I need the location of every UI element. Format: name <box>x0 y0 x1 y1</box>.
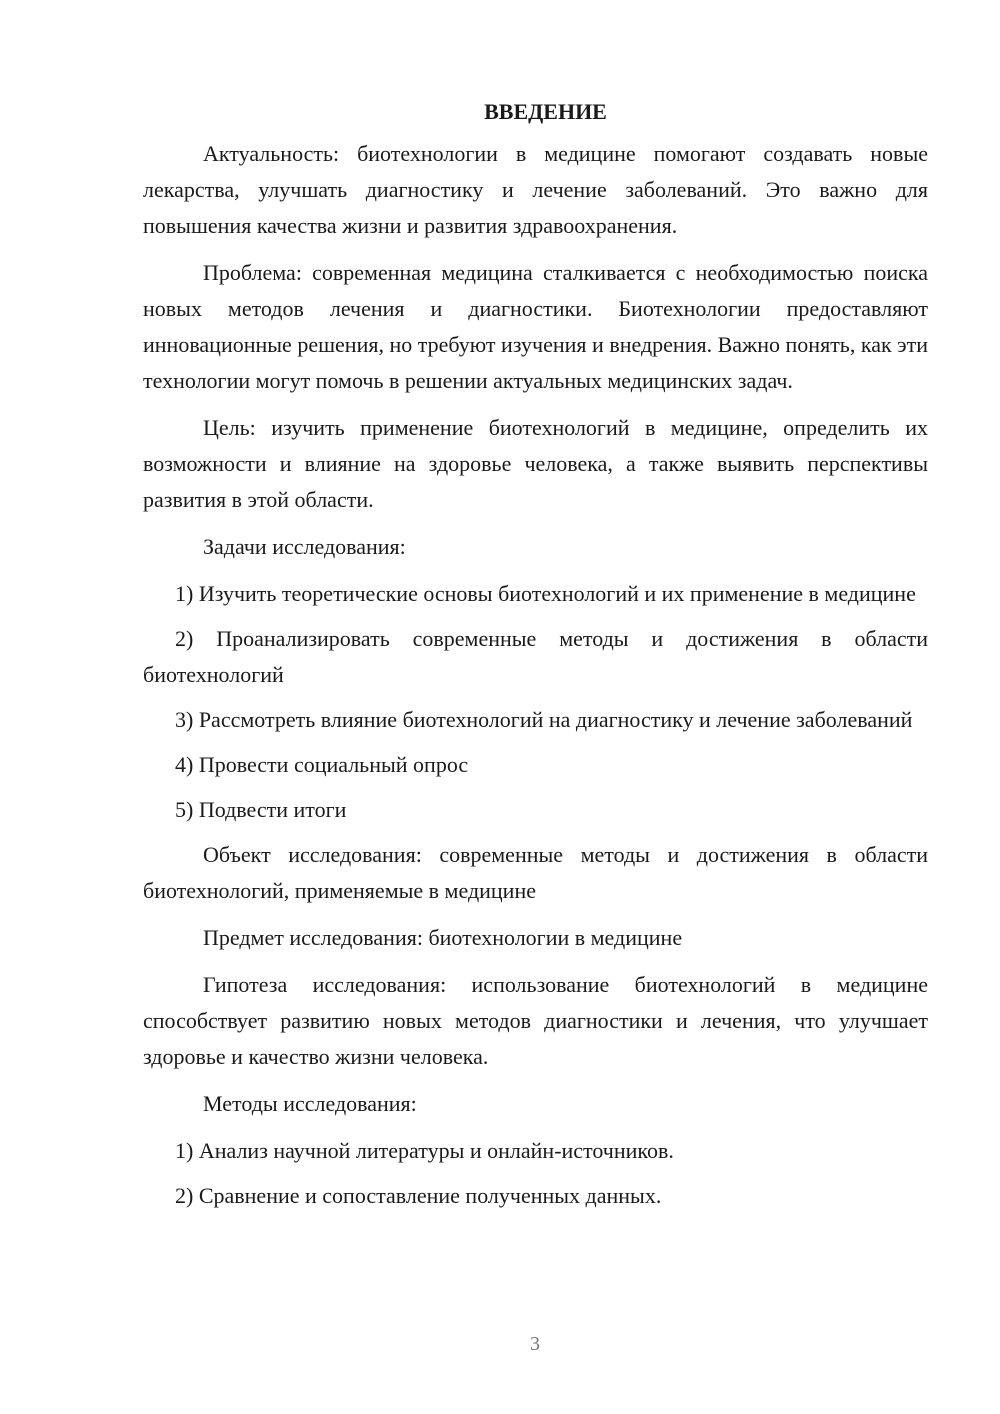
task-item-4: 4) Провести социальный опрос <box>175 752 469 777</box>
task-item-3: 3) Рассмотреть влияние биотехнологий на диагностику и лечение заболеваний <box>175 707 913 732</box>
object-paragraph: Объект исследования: современные методы и достижения в области биотехнологий, применяемые в медицине <box>143 842 928 903</box>
relevance-paragraph: Актуальность: биотехнологии в медицине помогают создавать новые лекарства, улучшать диагностику и лечение заболеваний. Это важно для повышения качества жизни и развития здравоохранения. <box>143 141 928 238</box>
method-item-1: 1) Анализ научной литературы и онлайн-источников. <box>175 1138 674 1163</box>
subject-paragraph: Предмет исследования: биотехнологии в медицине <box>203 925 683 950</box>
document-page <box>143 96 928 1223</box>
hypothesis-paragraph: Гипотеза исследования: использование биотехнологий в медицине способствует развитию новых методов диагностики и лечения, что улучшает здоровье и качество жизни человека. <box>143 972 928 1069</box>
page-number: 3 <box>530 1333 540 1355</box>
goal-paragraph: Цель: изучить применение биотехнологий в медицине, определить их возможности и влияние на здоровье человека, а также выявить перспективы развития в этой области. <box>143 415 928 512</box>
task-item-1: 1) Изучить теоретические основы биотехнологий и их применение в медицине <box>175 581 916 606</box>
section-heading: ВВЕДЕНИЕ <box>484 99 607 124</box>
tasks-title: Задачи исследования: <box>203 534 406 559</box>
task-item-2: 2) Проанализировать современные методы и достижения в области биотехнологий <box>143 626 928 687</box>
task-item-5: 5) Подвести итоги <box>175 797 347 822</box>
problem-paragraph: Проблема: современная медицина сталкивается с необходимостью поиска новых методов лечения и диагностики. Биотехнологии предоставляют инновационные решения, но требуют изучения и внедрения. Важно понять, как эти технологии могут помочь в решении актуальных медицинских задач. <box>143 260 928 393</box>
methods-title: Методы исследования: <box>203 1091 417 1116</box>
method-item-2: 2) Сравнение и сопоставление полученных данных. <box>175 1183 662 1208</box>
